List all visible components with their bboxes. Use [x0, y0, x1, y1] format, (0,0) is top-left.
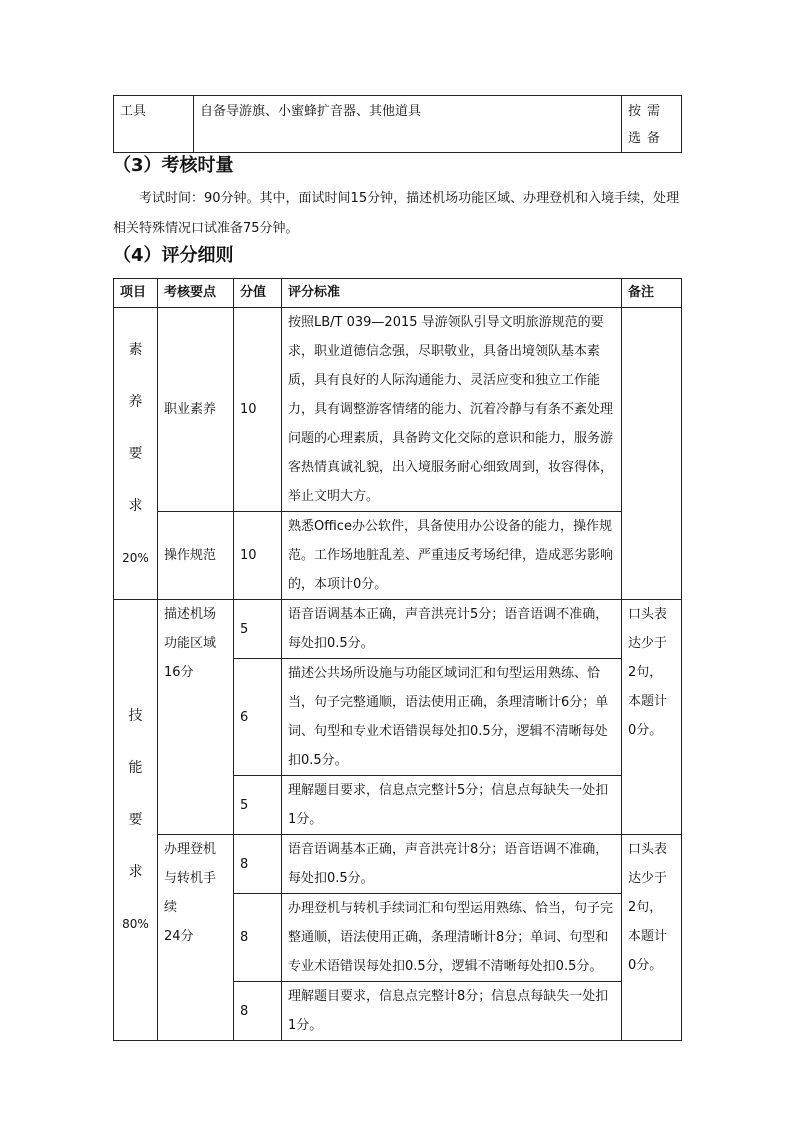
table-row: [114, 308, 682, 512]
subgroup2-score: 8: [234, 835, 282, 894]
table-row: [114, 512, 682, 600]
tools-note: 按需选备: [622, 96, 682, 153]
subgroup2-point-score: 24分: [164, 929, 194, 944]
subgroup1-score: 5: [234, 776, 282, 835]
group1-char: 养: [128, 393, 143, 410]
subgroup2-score: 8: [234, 894, 282, 982]
subgroup1-note: 口头表达少于2句，本题计0分。: [622, 600, 682, 835]
group2-char: 要: [128, 812, 143, 828]
subgroup1-point-score: 16分: [164, 665, 194, 680]
subgroup2-standard: 理解题目要求，信息点完整计8分；信息点每缺失一处扣1分。: [282, 982, 622, 1041]
group1-char: 素: [128, 341, 143, 358]
group1-standard: 熟悉Office办公软件，具备使用办公设备的能力，操作规范。工作场地脏乱差、严重违反考场纪律，造成恶劣影响的，本项计0分。: [282, 512, 622, 600]
group1-percent: 20%: [122, 550, 149, 565]
header-item: 项目: [114, 279, 158, 308]
subgroup1-point-text: 描述机场功能区域: [164, 607, 217, 651]
group1-note: [622, 308, 682, 600]
group1-score: 10: [234, 308, 282, 512]
header-score: 分值: [234, 279, 282, 308]
group1-point: 职业素养: [158, 308, 234, 512]
section3-heading: （3）考核时量: [113, 155, 234, 176]
scoring-table: [113, 278, 682, 1041]
section4-heading: （4）评分细则: [113, 245, 234, 266]
subgroup2-point-text: 办理登机与转机手续: [164, 842, 217, 915]
header-standard: 评分标准: [282, 279, 622, 308]
table-row: [114, 600, 682, 659]
tools-name: 工具: [114, 96, 194, 153]
group1-char: 要: [128, 445, 143, 462]
subgroup2-point: [158, 835, 234, 1041]
group1-char: 求: [128, 497, 143, 514]
group2-char: 技: [128, 708, 143, 724]
header-note: 备注: [622, 279, 682, 308]
subgroup1-standard: 语音语调基本正确，声音洪亮计5分；语音语调不准确，每处扣0.5分。: [282, 600, 622, 659]
group1-label: [114, 308, 158, 600]
table-row: [114, 835, 682, 894]
group2-char: 求: [128, 864, 143, 880]
tools-table: [113, 95, 682, 153]
table-row: [114, 96, 682, 153]
section3-paragraph: 考试时间：90分钟。其中，面试时间15分钟，描述机场功能区域、办理登机和入境手续，处理相关特殊情况口试准备75分钟。: [113, 191, 680, 236]
group2-percent: 80%: [122, 917, 149, 931]
subgroup2-standard: 语音语调基本正确，声音洪亮计8分；语音语调不准确，每处扣0.5分。: [282, 835, 622, 894]
subgroup2-score: 8: [234, 982, 282, 1041]
group1-score: 10: [234, 512, 282, 600]
group1-point: 操作规范: [158, 512, 234, 600]
subgroup1-score: 6: [234, 659, 282, 776]
table-header-row: [114, 279, 682, 308]
subgroup1-standard: 描述公共场所设施与功能区域词汇和句型运用熟练、恰当，句子完整通顺，语法使用正确，条理清晰计6分；单词、句型和专业术语错误每处扣0.5分，逻辑不清晰每处扣0.5分。: [282, 659, 622, 776]
subgroup1-standard: 理解题目要求，信息点完整计5分；信息点每缺失一处扣1分。: [282, 776, 622, 835]
group2-char: 能: [128, 760, 143, 776]
subgroup2-note: 口头表达少于2句，本题计0分。: [622, 835, 682, 1041]
tools-content: 自备导游旗、小蜜蜂扩音器、其他道具: [194, 96, 622, 153]
group1-standard: 按照LB/T 039—2015 导游领队引导文明旅游规范的要求，职业道德信念强，尽职敬业，具备出境领队基本素质，具有良好的人际沟通能力、灵活应变和独立工作能力，具有调整游客情绪的能力、沉着冷静与有条不紊处理问题的心理素质，具备跨文化交际的意识和能力，服务游客热情真诚礼貌，出入境服务耐心细致周到，妆容得体，举止文明大方。: [282, 308, 622, 512]
subgroup1-score: 5: [234, 600, 282, 659]
subgroup1-point: [158, 600, 234, 835]
group2-label: [114, 600, 158, 1041]
header-point: 考核要点: [158, 279, 234, 308]
subgroup2-standard: 办理登机与转机手续词汇和句型运用熟练、恰当，句子完整通顺，语法使用正确，条理清晰计8分；单词、句型和专业术语错误每处扣0.5分，逻辑不清晰每处扣0.5分。: [282, 894, 622, 982]
